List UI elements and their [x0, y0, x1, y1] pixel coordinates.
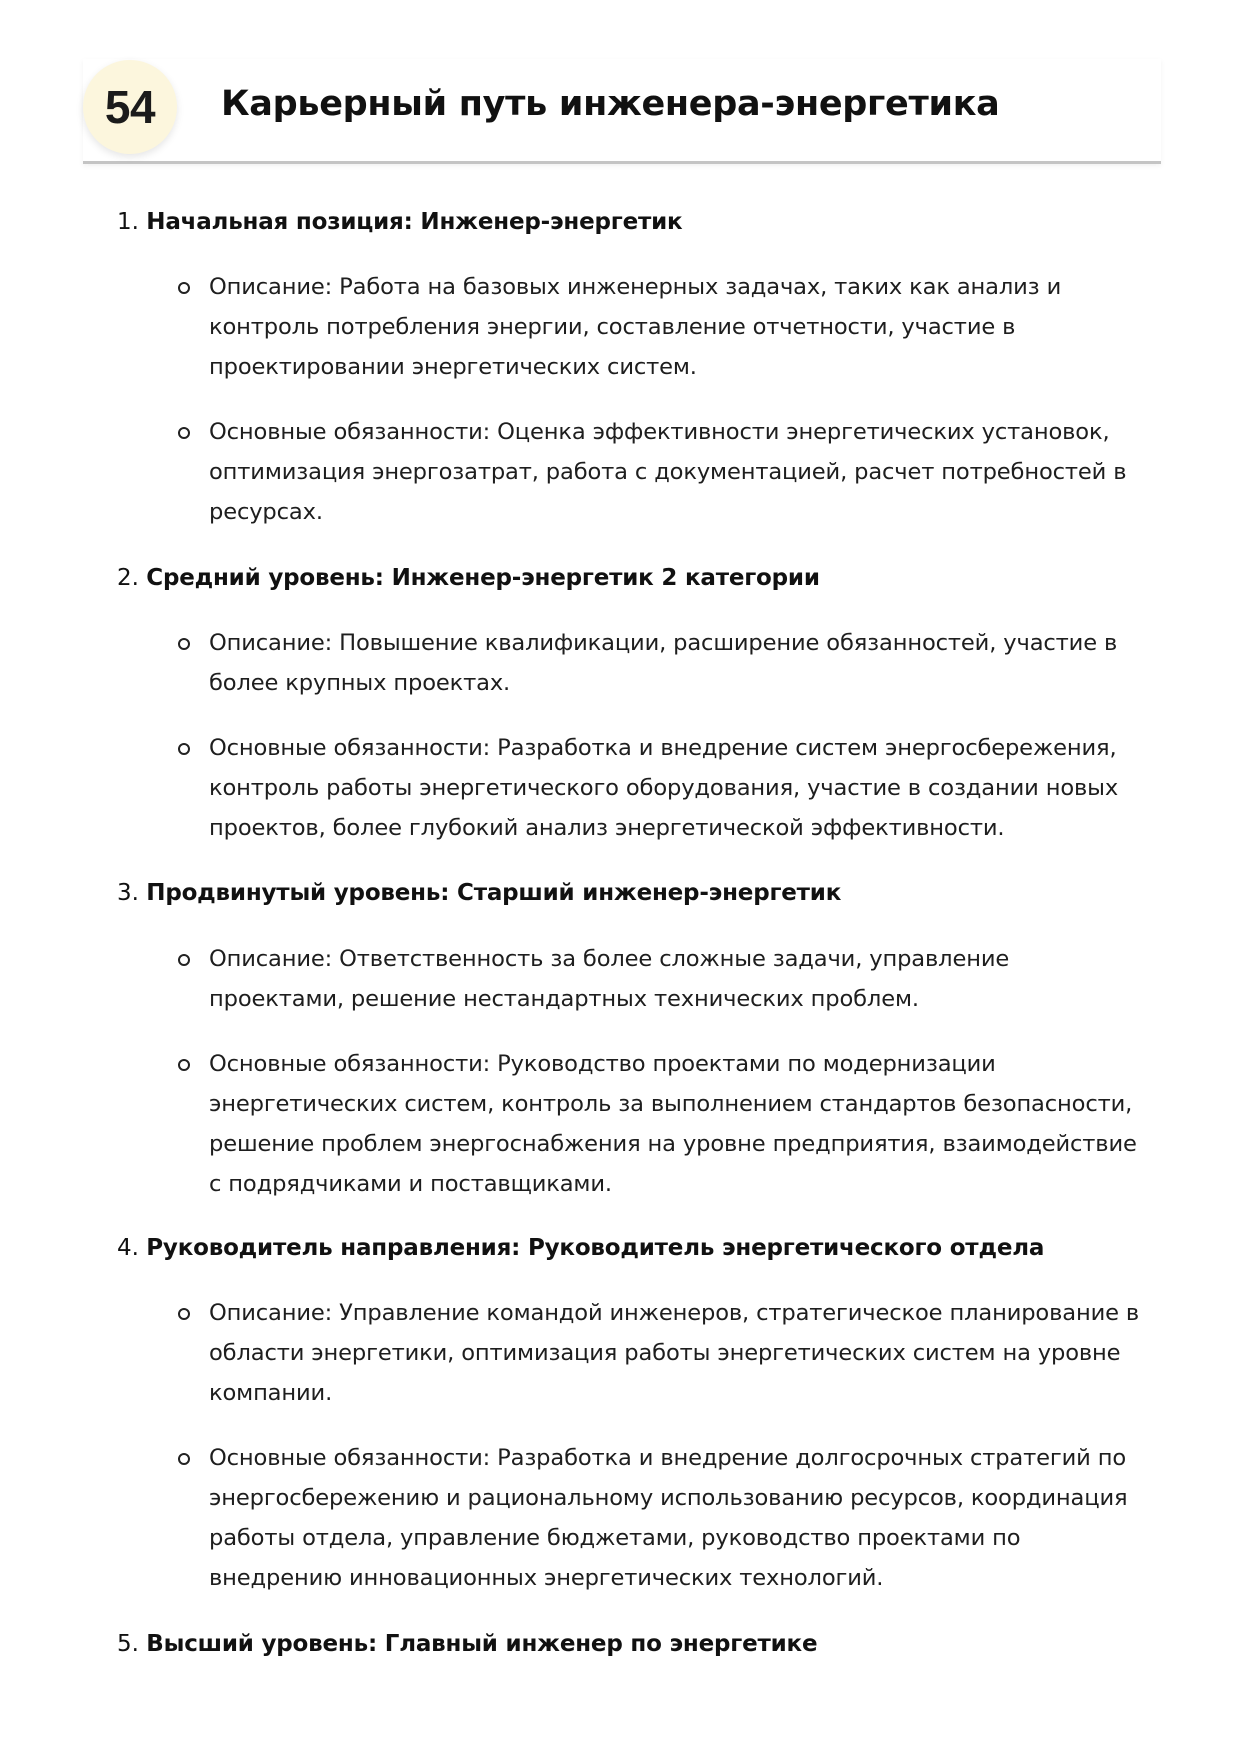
level-heading	[117, 1625, 817, 1663]
level-heading	[117, 203, 682, 241]
level-number: 2.	[117, 565, 139, 591]
bullet-circle-icon	[178, 427, 190, 439]
level-number: 1.	[117, 209, 139, 235]
bullet-circle-icon	[178, 743, 190, 755]
level-number: 4.	[117, 1235, 139, 1261]
level-responsibilities: Основные обязанности: Оценка эффективности энергетических установок, оптимизация энергозатрат, работа с документацией, расчет потребностей в ресурсах.	[209, 419, 1127, 525]
bullet-circle-icon	[178, 638, 190, 650]
level-title: Начальная позиция: Инженер-энергетик	[146, 209, 683, 235]
page-header	[83, 59, 1161, 164]
level-responsibilities: Основные обязанности: Руководство проектами по модернизации энергетических систем, контроль за выполнением стандартов безопасности, решение проблем энергоснабжения на уровне предприятия, взаимодействие с подрядчиками и поставщиками.	[209, 1051, 1137, 1197]
level-description: Описание: Ответственность за более сложные задачи, управление проектами, решение нестандартных технических проблем.	[209, 946, 1010, 1012]
level-description: Описание: Повышение квалификации, расширение обязанностей, участие в более крупных проектах.	[209, 630, 1118, 696]
page-title: Карьерный путь инженера-энергетика	[221, 84, 1000, 124]
level-number: 5.	[117, 1631, 139, 1657]
bullet-circle-icon	[178, 1308, 190, 1320]
level-heading	[117, 874, 841, 912]
level-heading	[117, 559, 820, 597]
level-responsibilities: Основные обязанности: Разработка и внедрение систем энергосбережения, контроль работы энергетического оборудования, участие в создании новых проектов, более глубокий анализ энергетической эффективности.	[209, 735, 1119, 841]
bullet-circle-icon	[178, 282, 190, 294]
level-heading	[117, 1229, 1044, 1267]
page-number-badge: 54	[83, 60, 177, 154]
bullet-circle-icon	[178, 1453, 190, 1465]
level-title: Руководитель направления: Руководитель энергетического отдела	[146, 1235, 1045, 1261]
bullet-circle-icon	[178, 954, 190, 966]
level-description: Описание: Управление командой инженеров, стратегическое планирование в области энергетики, оптимизация работы энергетических систем на уровне компании.	[209, 1300, 1140, 1406]
level-title: Высший уровень: Главный инженер по энергетике	[146, 1631, 818, 1657]
level-description: Описание: Работа на базовых инженерных задачах, таких как анализ и контроль потребления энергии, составление отчетности, участие в проектировании энергетических систем.	[209, 274, 1062, 380]
level-responsibilities: Основные обязанности: Разработка и внедрение долгосрочных стратегий по энергосбережению и рациональному использованию ресурсов, координация работы отдела, управление бюджетами, руководство проектами по внедрению инновационных энергетических технологий.	[209, 1445, 1128, 1591]
level-title: Продвинутый уровень: Старший инженер-энергетик	[146, 880, 842, 906]
level-number: 3.	[117, 880, 139, 906]
bullet-circle-icon	[178, 1059, 190, 1071]
level-title: Средний уровень: Инженер-энергетик 2 категории	[146, 565, 820, 591]
